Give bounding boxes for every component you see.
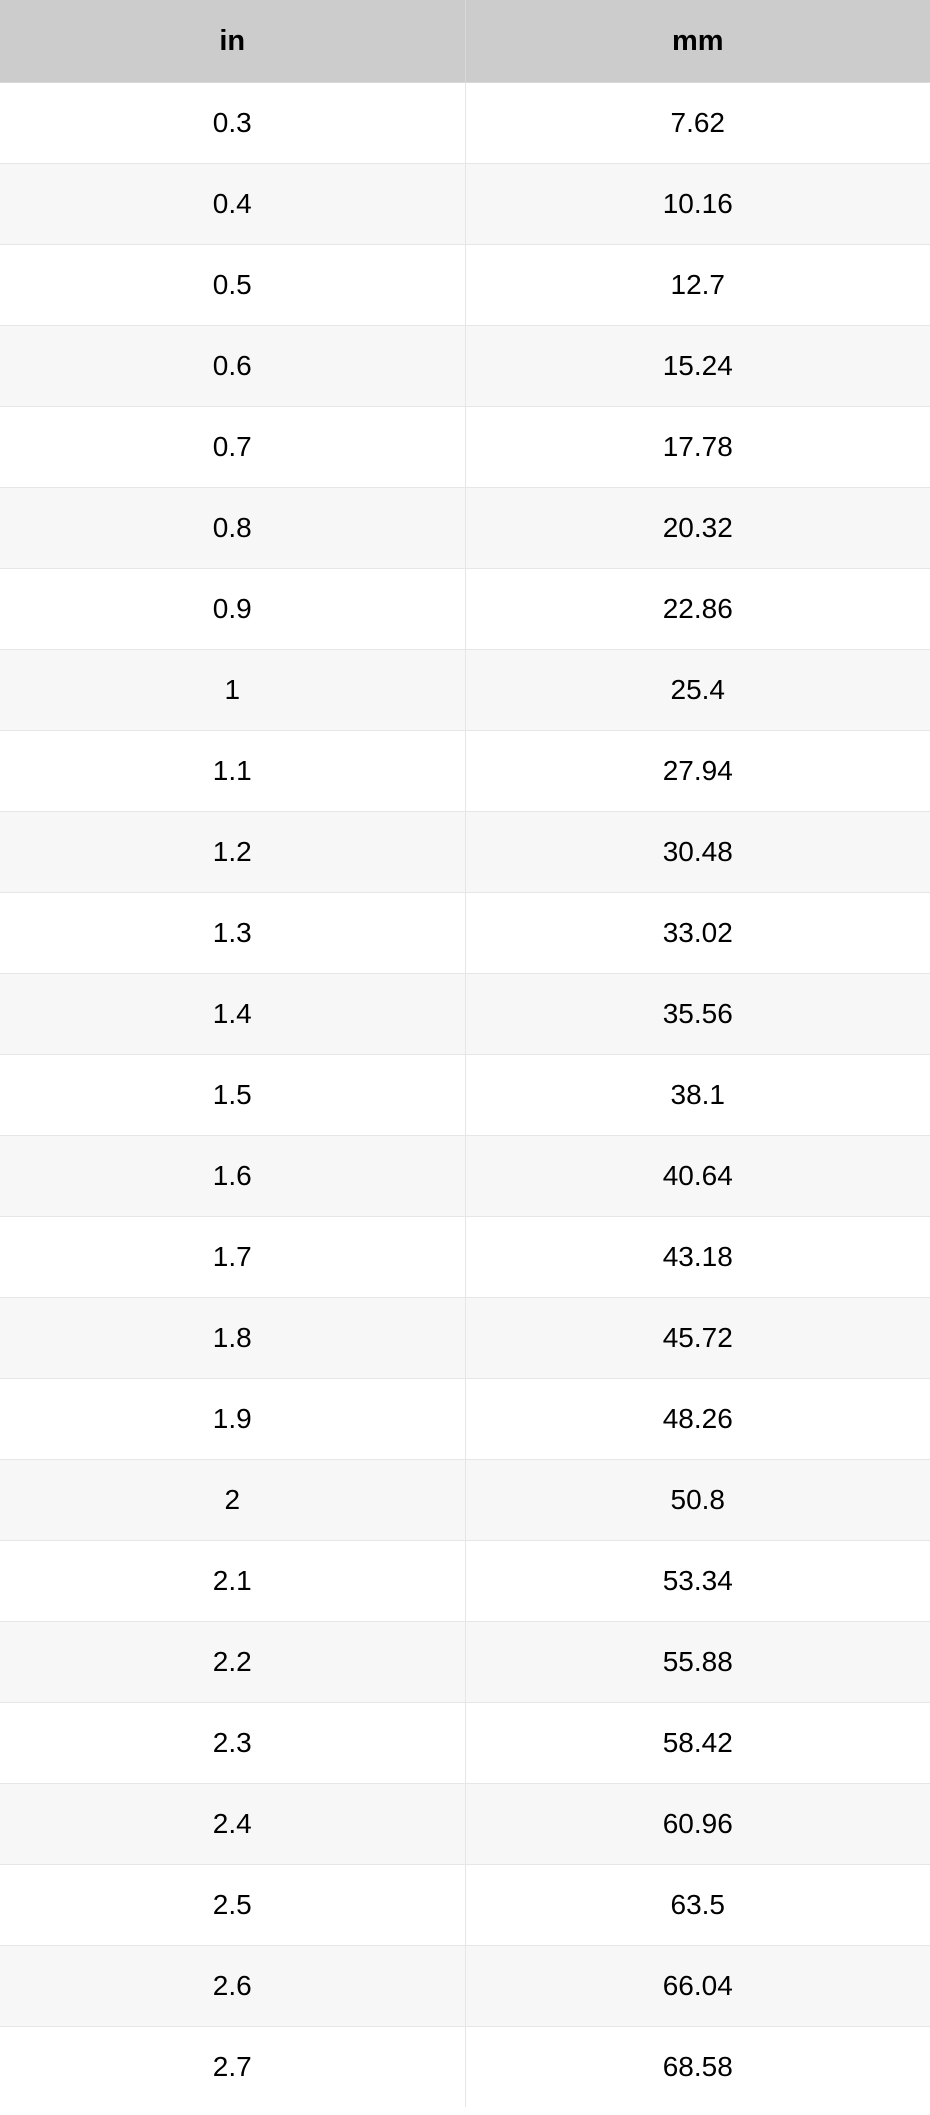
table-row — [0, 1946, 930, 2027]
cell-inches: 1.5 — [0, 1055, 465, 1136]
cell-millimeters: 43.18 — [465, 1217, 930, 1298]
cell-millimeters: 30.48 — [465, 812, 930, 893]
cell-inches: 1 — [0, 650, 465, 731]
cell-inches: 2.5 — [0, 1865, 465, 1946]
table-row — [0, 2027, 930, 2108]
table-row — [0, 812, 930, 893]
cell-millimeters: 53.34 — [465, 1541, 930, 1622]
cell-inches: 2.4 — [0, 1784, 465, 1865]
cell-inches: 1.2 — [0, 812, 465, 893]
cell-inches: 2.3 — [0, 1703, 465, 1784]
table-row — [0, 83, 930, 164]
table-row — [0, 245, 930, 326]
table-row — [0, 1703, 930, 1784]
table-row — [0, 893, 930, 974]
cell-millimeters: 68.58 — [465, 2027, 930, 2108]
cell-millimeters: 63.5 — [465, 1865, 930, 1946]
cell-millimeters: 55.88 — [465, 1622, 930, 1703]
cell-inches: 1.7 — [0, 1217, 465, 1298]
cell-millimeters: 58.42 — [465, 1703, 930, 1784]
cell-inches: 1.6 — [0, 1136, 465, 1217]
cell-millimeters: 20.32 — [465, 488, 930, 569]
cell-inches: 1.9 — [0, 1379, 465, 1460]
table-row — [0, 488, 930, 569]
cell-inches: 2.2 — [0, 1622, 465, 1703]
table-row — [0, 569, 930, 650]
cell-inches: 1.1 — [0, 731, 465, 812]
cell-inches: 0.7 — [0, 407, 465, 488]
cell-millimeters: 7.62 — [465, 83, 930, 164]
cell-inches: 0.6 — [0, 326, 465, 407]
table-row — [0, 326, 930, 407]
cell-inches: 0.9 — [0, 569, 465, 650]
table-row — [0, 1784, 930, 1865]
table-header-row — [0, 0, 930, 83]
table-row — [0, 1217, 930, 1298]
cell-millimeters: 33.02 — [465, 893, 930, 974]
cell-millimeters: 60.96 — [465, 1784, 930, 1865]
table-row — [0, 1541, 930, 1622]
cell-inches: 0.4 — [0, 164, 465, 245]
table-row — [0, 1055, 930, 1136]
table-row — [0, 1136, 930, 1217]
table-row — [0, 974, 930, 1055]
table-row — [0, 1460, 930, 1541]
table-row — [0, 1865, 930, 1946]
cell-inches: 2.6 — [0, 1946, 465, 2027]
table-body — [0, 83, 930, 2108]
table-row — [0, 1298, 930, 1379]
table-row — [0, 650, 930, 731]
cell-millimeters: 48.26 — [465, 1379, 930, 1460]
cell-millimeters: 15.24 — [465, 326, 930, 407]
table-row — [0, 1379, 930, 1460]
cell-inches: 1.4 — [0, 974, 465, 1055]
table-row — [0, 731, 930, 812]
cell-millimeters: 50.8 — [465, 1460, 930, 1541]
cell-inches: 0.8 — [0, 488, 465, 569]
cell-millimeters: 17.78 — [465, 407, 930, 488]
cell-inches: 2 — [0, 1460, 465, 1541]
cell-millimeters: 35.56 — [465, 974, 930, 1055]
table-row — [0, 164, 930, 245]
cell-inches: 0.3 — [0, 83, 465, 164]
cell-inches: 1.8 — [0, 1298, 465, 1379]
cell-millimeters: 45.72 — [465, 1298, 930, 1379]
column-header-millimeters: mm — [465, 0, 930, 83]
cell-inches: 1.3 — [0, 893, 465, 974]
table-row — [0, 1622, 930, 1703]
cell-millimeters: 22.86 — [465, 569, 930, 650]
table-header — [0, 0, 930, 83]
cell-inches: 2.1 — [0, 1541, 465, 1622]
cell-millimeters: 12.7 — [465, 245, 930, 326]
column-header-inches: in — [0, 0, 465, 83]
cell-millimeters: 10.16 — [465, 164, 930, 245]
cell-millimeters: 40.64 — [465, 1136, 930, 1217]
table-row — [0, 407, 930, 488]
cell-inches: 0.5 — [0, 245, 465, 326]
cell-inches: 2.7 — [0, 2027, 465, 2108]
cell-millimeters: 27.94 — [465, 731, 930, 812]
cell-millimeters: 38.1 — [465, 1055, 930, 1136]
cell-millimeters: 66.04 — [465, 1946, 930, 2027]
cell-millimeters: 25.4 — [465, 650, 930, 731]
